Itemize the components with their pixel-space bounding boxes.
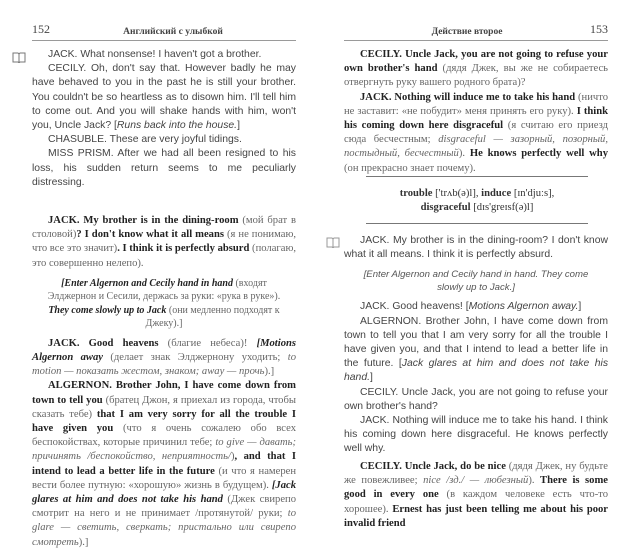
running-title: Действие второе — [431, 27, 503, 37]
dialogue-line: JACK. Good heavens! [Motions Algernon away.] — [360, 301, 582, 313]
dialogue-line: CHASUBLE. These are very joyful tidings. — [48, 134, 242, 146]
right-page — [316, 0, 632, 540]
dialogue-line: JACK. Nothing will induce me to take his hand. I think his coming down here disgraceful. He knows perfectly well why. — [344, 415, 608, 455]
annotated-text-block — [32, 214, 296, 550]
stage-direction: [Enter Algernon and Cecily hand in hand. They come slowly up to Jack.] — [363, 269, 589, 294]
annotated-text-block — [344, 460, 608, 531]
page-number: 153 — [590, 22, 608, 36]
stage-direction: [Enter Algernon and Cecily hand in hand (входят Элджернон и Сесили, держась за руки: «рука в руке»). They come slowly up to Jack (они медленно подходят к Джеку).] — [47, 277, 281, 330]
dialogue-line: CECILY. Uncle Jack, you are not going to refuse your own brother's hand? — [344, 386, 608, 412]
original-text-block — [32, 48, 296, 190]
dialogue-line: ALGERNON. Brother John, I have come down from town to tell you that I am very sorry for all the trouble I have given you, and that I intend to lead a better life in the future. [Jack glares at him and does not take his hand.] — [344, 315, 609, 384]
page-header — [32, 22, 296, 41]
annotated-line: CECILY. Uncle Jack, do be nice (дядя Джек, ну будьте же повежливее; nice /зд./ — любезный). There is some good in every one (в каждом человеке есть что-то хорошее). Ernest has just been telling me about his poor invalid friend — [344, 461, 609, 529]
annotated-line: ALGERNON. Brother John, I have come down from town to tell you (братец Джон, я приехал из города, чтобы сказать тебе) that I am very sorry for all the trouble I have given you (что я очень сожалею обо всех беспокойствах, которые причинил тебе; to give — давать; причинять /беспокойство, неприятность/), and that I intend to lead a better life in the future (и что я намерен вести более путную: «хорошую» жизнь в будущем). [Jack glares at him and does not take his hand (Джек свирепо смотрит на него и не принимает /протянутой/ руки; to glare — светить, сверкать; пристально или свирепо смотреть).] — [32, 380, 296, 548]
dialogue-line: CECILY. Oh, don't say that. However badly he may have behaved to you in the past he is still your brother. You couldn't be so heartless as to disown him. I'll tell him to come out. And you will shake hands with him, won't you, Uncle Jack? [Runs back into the house.] — [32, 63, 296, 132]
book-icon — [326, 237, 340, 248]
vocabulary-box: trouble ['trʌb(ə)l], induce [ɪn'djuːs], disgraceful [dɪs'greɪsf(ə)l] — [366, 176, 588, 224]
annotated-text-block — [344, 48, 608, 176]
book-icon — [12, 52, 26, 63]
annotated-line: JACK. Good heavens (благие небеса)! [Motions Algernon away (делает знак Элджернону уходить; to motion — показать жестом, знаком; away — прочь).] — [32, 337, 297, 378]
page-header — [344, 22, 608, 41]
left-page — [0, 0, 316, 548]
dialogue-line: MISS PRISM. After we had all been resigned to his loss, his sudden return seems to me peculiarly distressing. — [32, 148, 296, 188]
dialogue-line: JACK. My brother is in the dining-room? I don't know what it all means. I think it is perfectly absurd. — [344, 235, 608, 261]
original-text-block — [344, 234, 608, 457]
annotated-line: JACK. Nothing will induce me to take his hand (ничто не заставит: «не побудит» меня принять его руку). I think his coming down here disgraceful (я считаю его приезд сюда бесчестным; disgraceful — зазорный, позорный, постыдный, бесчестный). He knows perfectly well why (он прекрасно знает почему). — [344, 91, 608, 174]
annotated-line: JACK. My brother is in the dining-room (мой брат в столовой)? I don't know what it all means (я не понимаю, что все это значит). I think it is perfectly absurd (полагаю, это совершенно нелепо). — [32, 215, 297, 269]
dialogue-line: JACK. What nonsense! I haven't got a brother. — [48, 49, 262, 60]
running-title: Английский с улыбкой — [123, 27, 223, 37]
annotated-line: CECILY. Uncle Jack, you are not going to refuse your own brother's hand (дядя Джек, вы же не собираетесь отвергнуть руку вашего родного брата)? — [344, 49, 608, 89]
page-number: 152 — [32, 22, 50, 36]
